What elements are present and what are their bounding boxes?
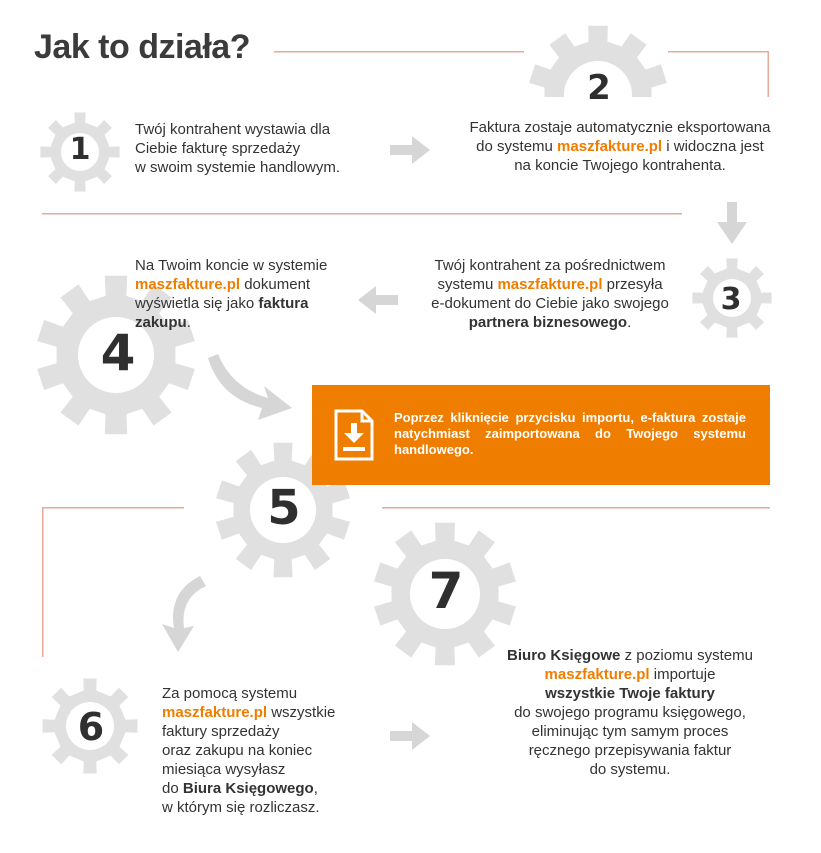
step-3-text — [400, 256, 700, 332]
text-segment: w swoim systemie handlowym. — [135, 159, 341, 176]
step-number-6: 6 — [77, 705, 105, 749]
text-line — [460, 665, 800, 684]
import-info-text: Poprzez kliknięcie przycisku importu, e-faktura zostaje natychmiast zaimportowana do Twojego systemu handlowego. — [394, 410, 746, 457]
text-segment: wyświetla się jako — [135, 295, 259, 312]
text-line — [135, 294, 375, 313]
text-line — [440, 137, 800, 156]
import-info-banner — [312, 385, 770, 485]
text-segment: wszystkie — [267, 704, 336, 721]
text-segment: Na Twoim koncie w systemie — [135, 257, 328, 274]
text-segment: Faktura zostaje automatycznie eksportowana — [469, 119, 771, 136]
bold-text: faktura — [258, 295, 309, 312]
text-segment: do systemu — [476, 138, 558, 155]
text-line — [400, 256, 700, 275]
text-segment: Twój kontrahent wystawia dla — [135, 121, 331, 138]
text-line — [460, 684, 800, 703]
text-line — [135, 120, 385, 139]
step-7-text — [460, 646, 800, 779]
text-line — [400, 313, 700, 332]
text-line — [135, 275, 375, 294]
connector-line — [768, 51, 770, 97]
text-line — [460, 646, 800, 665]
text-line — [162, 798, 402, 817]
brand-name: maszfakture.pl — [557, 138, 663, 155]
step-number-3: 3 — [720, 282, 742, 317]
text-segment: faktury sprzedaży — [162, 723, 280, 740]
curved-arrow-icon — [162, 576, 206, 652]
text-line — [135, 313, 375, 332]
step-2-text — [440, 118, 800, 175]
brand-name: maszfakture.pl — [135, 276, 241, 293]
text-segment: eliminując tym samym proces — [531, 723, 729, 740]
text-line — [440, 156, 800, 175]
text-segment: importuje — [649, 666, 716, 683]
connector-line — [42, 213, 682, 215]
text-line — [135, 158, 385, 177]
text-line — [162, 684, 402, 703]
text-segment: oraz zakupu na koniec — [162, 742, 313, 759]
bold-text: Biuro Księgowe — [507, 647, 621, 664]
text-segment: do systemu. — [589, 761, 671, 778]
text-segment: Ciebie fakturę sprzedaży — [135, 140, 301, 157]
connector-line — [382, 507, 770, 509]
step-number-4: 4 — [100, 324, 136, 382]
text-segment: . — [627, 314, 632, 331]
connector-line — [42, 507, 184, 509]
step-number-5: 5 — [267, 480, 301, 536]
text-line — [135, 139, 385, 158]
text-segment: dokument — [240, 276, 311, 293]
text-segment: Za pomocą systemu — [162, 685, 298, 702]
text-line — [162, 760, 402, 779]
text-line — [135, 256, 375, 275]
step-4-text — [135, 256, 375, 332]
text-segment: do swojego programu księgowego, — [514, 704, 746, 721]
text-line — [400, 275, 700, 294]
arrow-right-icon — [390, 136, 430, 164]
connector-line — [274, 51, 524, 53]
bold-text: partnera biznesowego — [468, 314, 628, 331]
text-segment: miesiąca wysyłasz — [162, 761, 286, 778]
text-segment: ręcznego przepisywania faktur — [528, 742, 732, 759]
download-document-icon — [334, 409, 374, 461]
step-number-2: 2 — [587, 68, 611, 108]
text-segment: na koncie Twojego kontrahenta. — [514, 157, 726, 174]
text-line — [460, 760, 800, 779]
arrow-down-icon — [717, 202, 747, 244]
text-line — [460, 722, 800, 741]
text-segment: , — [313, 780, 318, 797]
step-1-text — [135, 120, 385, 177]
brand-name: maszfakture.pl — [497, 276, 603, 293]
text-segment: w którym się rozliczasz. — [162, 799, 320, 816]
text-segment: Twój kontrahent za pośrednictwem — [434, 257, 666, 274]
text-line — [162, 722, 402, 741]
text-line — [162, 779, 402, 798]
text-segment: e-dokument do Ciebie jako swojego — [431, 295, 669, 312]
step-number-7: 7 — [428, 562, 464, 620]
text-line — [400, 294, 700, 313]
text-segment: do — [162, 780, 183, 797]
page-title: Jak to działa? — [34, 28, 250, 66]
bold-text: zakupu — [135, 314, 187, 331]
text-segment: z poziomu systemu — [620, 647, 753, 664]
brand-name: maszfakture.pl — [544, 666, 650, 683]
text-segment: przesyła — [602, 276, 663, 293]
text-line — [162, 703, 402, 722]
brand-name: maszfakture.pl — [162, 704, 268, 721]
text-line — [440, 118, 800, 137]
connector-line — [668, 51, 769, 53]
step-6-text — [162, 684, 402, 817]
bold-text: wszystkie Twoje faktury — [545, 685, 715, 702]
connector-line — [42, 507, 44, 657]
bold-text: Biura Księgowego — [182, 780, 314, 797]
text-segment: . — [186, 314, 191, 331]
text-line — [460, 741, 800, 760]
curved-arrow-icon — [208, 354, 292, 420]
text-line — [460, 703, 800, 722]
step-number-1: 1 — [69, 132, 91, 167]
text-segment: i widoczna jest — [662, 138, 764, 155]
text-line — [162, 741, 402, 760]
text-segment: systemu — [437, 276, 498, 293]
